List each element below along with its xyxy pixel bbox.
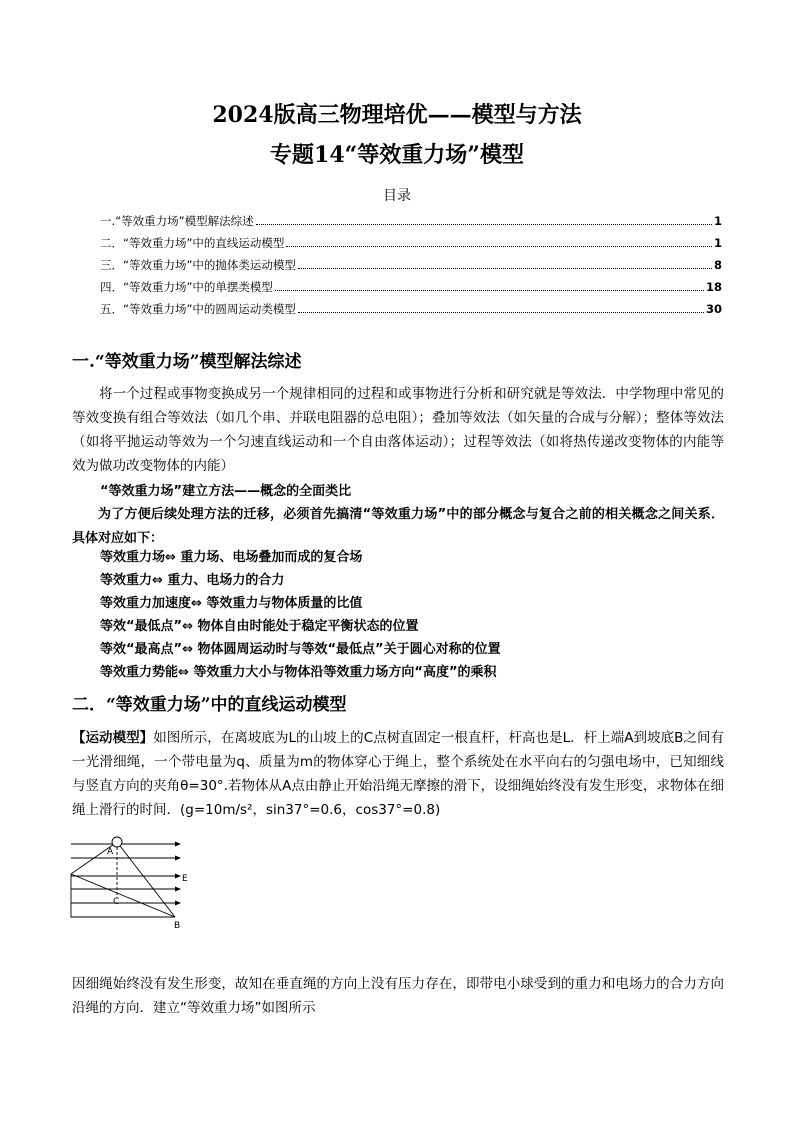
toc-leader bbox=[275, 289, 704, 291]
toc-entry[interactable] bbox=[100, 257, 722, 279]
label-e: E bbox=[182, 874, 188, 884]
toc-leader bbox=[298, 267, 712, 269]
toc-leader bbox=[256, 223, 712, 225]
document-title: 2024版高三物理培优——模型与方法 bbox=[212, 102, 582, 128]
document-subtitle: 专题14“等效重力场”模型 bbox=[270, 142, 524, 168]
section2-heading: 二．“等效重力场”中的直线运动模型 bbox=[72, 695, 347, 715]
toc-entry[interactable] bbox=[100, 301, 722, 323]
mapping-item: 等效重力场⇔ 重力场、电场叠加而成的复合场 bbox=[100, 550, 363, 565]
toc-entry-label: 一.“等效重力场”模型解法综述 bbox=[100, 214, 254, 228]
section1-heading: 一.“等效重力场”模型解法综述 bbox=[72, 352, 302, 372]
label-c: C bbox=[113, 897, 120, 907]
label-b: B bbox=[174, 921, 181, 931]
concept-intro: 为了方便后续处理方法的迁移，必须首先搞清“等效重力场”中的部分概念与复合之前的相关概念之间关系．具体对应如下： bbox=[72, 507, 724, 546]
solution-text: 因细绳始终没有发生形变，故知在垂直绳的方向上没有压力存在，即带电小球受到的重力和电场力的合力方向沿绳的方向．建立“等效重力场”如图所示 bbox=[72, 976, 724, 1016]
toc-entry-page: 30 bbox=[705, 302, 722, 316]
table-of-contents bbox=[100, 213, 722, 323]
motion-model-problem bbox=[72, 726, 724, 822]
mapping-item: 等效“最高点”⇔ 物体圆周运动时与等效“最低点”关于圆心对称的位置 bbox=[100, 642, 501, 657]
toc-entry[interactable] bbox=[100, 279, 722, 301]
section1-paragraph: 将一个过程或事物变换成另一个规律相同的过程和或事物进行分析和研究就是等效法．中学物理中常见的等效变换有组合等效法（如几个串、并联电阻器的总电阻）；叠加等效法（如矢量的合成与分解）；整体等效法（如将平抛运动等效为一个匀速直线运动和一个自由落体运动）；过程等效法（如将热传递改变物体的内能等效为做功改变物体的内能） bbox=[72, 386, 724, 474]
toc-entry[interactable] bbox=[100, 235, 722, 257]
toc-entry-page: 1 bbox=[713, 236, 722, 250]
mapping-item: 等效重力势能⇔ 等效重力大小与物体沿等效重力场方向“高度”的乘积 bbox=[100, 665, 497, 680]
toc-entry-label: 二．“等效重力场”中的直线运动模型 bbox=[100, 236, 285, 250]
motion-model-tag: 【运动模型】 bbox=[72, 730, 154, 746]
mapping-item: 等效重力⇔ 重力、电场力的合力 bbox=[100, 573, 285, 588]
toc-entry-page: 8 bbox=[713, 258, 722, 272]
toc-entry-page: 18 bbox=[705, 280, 722, 294]
mapping-item: 等效“最低点”⇔ 物体自由时能处于稳定平衡状态的位置 bbox=[100, 619, 419, 634]
toc-leader bbox=[286, 245, 712, 247]
mapping-item: 等效重力加速度⇔ 等效重力与物体质量的比值 bbox=[100, 596, 363, 611]
label-a: A bbox=[107, 847, 114, 857]
toc-leader bbox=[298, 311, 704, 313]
slope-rope-figure bbox=[66, 830, 196, 932]
problem-text: 如图所示，在离坡底为L的山坡上的C点树直固定一根直杆，杆高也是L．杆上端A到坡底B之间有一光滑细绳，一个带电量为q、质量为m的物体穿心于绳上，整个系统处在水平向右的匀强电场中，已知细线与竖直方向的夹角θ=30°.若物体从A点由静止开始沿绳无摩擦的滑下，设细绳始终没有发生形变，求物体在细绳上滑行的时间．(g=10m/s²，sin37°=0.6，cos37°=0.8) bbox=[72, 730, 724, 818]
toc-entry[interactable] bbox=[100, 213, 722, 235]
toc-entry-label: 四．“等效重力场”中的单摆类模型 bbox=[100, 280, 273, 294]
toc-title: 目录 bbox=[383, 188, 411, 204]
toc-entry-page: 1 bbox=[713, 214, 722, 228]
toc-entry-label: 三．“等效重力场”中的抛体类运动模型 bbox=[100, 258, 296, 272]
method-line: “等效重力场”建立方法——概念的全面类比 bbox=[100, 484, 352, 499]
ring-icon bbox=[112, 837, 122, 847]
toc-entry-label: 五．“等效重力场”中的圆周运动类模型 bbox=[100, 302, 296, 316]
